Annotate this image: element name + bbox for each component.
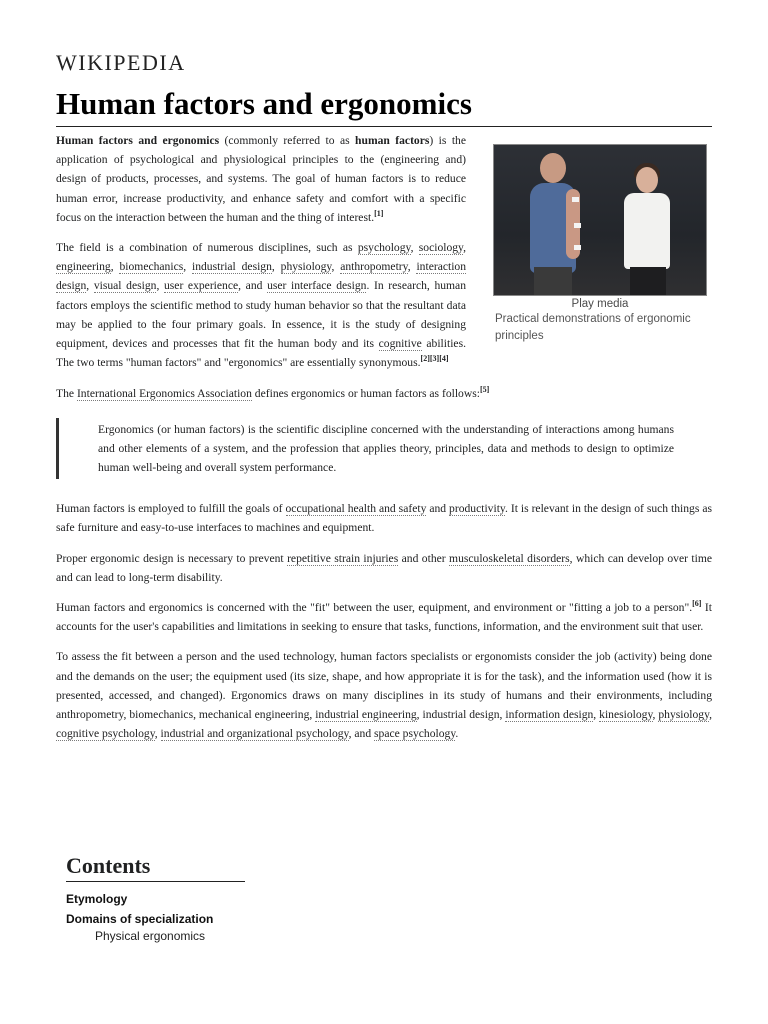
link-anthropometry[interactable]: anthropometry bbox=[340, 260, 408, 274]
text: , bbox=[86, 279, 94, 293]
link-io-psychology[interactable]: industrial and organizational psychology bbox=[160, 727, 349, 741]
paragraph bbox=[56, 598, 712, 636]
link-user-experience[interactable]: user experience bbox=[163, 279, 239, 293]
text: It accounts for the user's capabilities and limitations in seeking to ensure that tasks, functions, information, and the environment suit that user. bbox=[56, 601, 712, 634]
toc-title: Contents bbox=[66, 853, 245, 882]
person-figure bbox=[624, 193, 670, 269]
text: and bbox=[426, 502, 450, 516]
sensor-marker bbox=[574, 223, 581, 228]
text: , which can develop over time and can lead to long-term disability. bbox=[56, 551, 712, 584]
link-user-interface-design[interactable]: user interface design bbox=[267, 279, 367, 293]
sensor-marker bbox=[574, 245, 581, 250]
link-cognitive-psychology[interactable]: cognitive psychology bbox=[56, 727, 155, 741]
text: , bbox=[156, 279, 164, 293]
page-title: Human factors and ergonomics bbox=[56, 86, 712, 127]
bold-term: Human factors and ergonomics bbox=[56, 134, 220, 147]
link-visual-design[interactable]: visual design bbox=[93, 279, 157, 293]
text: , bbox=[410, 241, 419, 255]
play-media-link[interactable]: Play media bbox=[571, 298, 629, 310]
text: ) is the application of psychological and physiological principles to the (engineering and) design of products, processes, and systems. The goal of human factors is to reduce human error, increase productivity, and enhance safety and comfort with a specific focus on the interaction between the human and the thing of interest. bbox=[56, 134, 466, 224]
text: . In research, human factors employs the scientific method to study human behavior so that the resultant data may be applied to the four primary goals. In essence, it is the study of designing equipment, devices and processes that fit the human body and its bbox=[56, 279, 467, 351]
citation-link[interactable]: [2][3][4] bbox=[420, 354, 449, 364]
text: , bbox=[271, 260, 281, 274]
text: To assess the fit between a person and the used technology, human factors specialists or ergonomists consider the job (activity) being done and the demands on the user; the equipment used (its size, shape, and how appropriate it is for the task), and the information used (how it is presented, accessed, and changed). Ergonomics draws on many disciplines in its study of humans and their environments, including anthropometry, biomechanics, mechanical engineering, bbox=[56, 650, 712, 722]
paragraph bbox=[56, 384, 712, 403]
person-figure bbox=[540, 153, 566, 183]
text: , bbox=[652, 708, 659, 722]
text: , bbox=[593, 708, 600, 722]
person-figure bbox=[534, 267, 572, 296]
text: , bbox=[331, 260, 341, 274]
citation-link[interactable]: [5] bbox=[479, 385, 490, 395]
bold-term: human factors bbox=[355, 134, 430, 147]
text: Human factors is employed to fulfill the goals of bbox=[56, 502, 286, 516]
link-iea[interactable]: International Ergonomics Association bbox=[76, 387, 252, 401]
text: The field is a combination of numerous disciplines, such as bbox=[56, 241, 358, 255]
link-biomechanics[interactable]: biomechanics bbox=[119, 260, 184, 274]
paragraph bbox=[56, 647, 712, 743]
link-engineering[interactable]: engineering bbox=[56, 260, 111, 274]
toc-item-etymology[interactable]: Etymology bbox=[66, 892, 128, 906]
text: (commonly referred to as bbox=[219, 134, 356, 147]
link-interaction-design[interactable]: interaction design bbox=[56, 260, 467, 293]
link-msd[interactable]: musculoskeletal disorders bbox=[449, 551, 570, 565]
link-productivity[interactable]: productivity bbox=[449, 502, 505, 516]
wikipedia-wordmark[interactable]: WIKIPEDIA bbox=[56, 50, 186, 75]
text: , industrial design, bbox=[416, 708, 506, 722]
toc-subitem-physical-ergonomics[interactable]: Physical ergonomics bbox=[95, 929, 206, 943]
text: abilities. The two terms "human factors" and "ergonomics" are essentially synonymous. bbox=[56, 337, 466, 370]
text: Proper ergonomic design is necessary to prevent bbox=[56, 551, 288, 565]
text: , bbox=[110, 260, 120, 274]
link-physiology[interactable]: physiology bbox=[658, 708, 710, 722]
text: The bbox=[56, 387, 77, 401]
text: Human factors and ergonomics is concerned with the "fit" between the user, equipment, and environment or "fitting a job to a person". bbox=[56, 601, 693, 615]
text: , bbox=[154, 727, 161, 741]
link-space-psychology[interactable]: space psychology bbox=[374, 727, 456, 741]
text: , bbox=[183, 260, 192, 274]
video-player[interactable] bbox=[493, 144, 707, 296]
text: , bbox=[407, 260, 417, 274]
link-kinesiology[interactable]: kinesiology bbox=[599, 708, 653, 722]
quote-text: Ergonomics (or human factors) is the scientific discipline concerned with the understanding of interactions among humans and other elements of a system, and the profession that applies theory, principles, data and methods to design to optimize human well-being and overall system performance. bbox=[98, 422, 674, 475]
person-figure bbox=[630, 267, 666, 296]
paragraph bbox=[56, 499, 712, 537]
quote-block bbox=[56, 418, 712, 480]
lead-paragraph bbox=[56, 131, 466, 227]
text: . It is relevant in the design of such things as safe furniture and easy-to-use interfaces to machines and equipment. bbox=[56, 502, 712, 535]
link-information-design[interactable]: information design bbox=[505, 708, 594, 722]
sensor-marker bbox=[572, 197, 579, 202]
text: , and bbox=[348, 727, 375, 741]
link-occupational-health[interactable]: occupational health and safety bbox=[285, 502, 427, 516]
citation-link[interactable]: [1] bbox=[374, 208, 384, 218]
person-figure bbox=[636, 167, 658, 193]
text: defines ergonomics or human factors as follows: bbox=[251, 387, 480, 401]
toc-item-domains[interactable]: Domains of specialization bbox=[66, 912, 214, 926]
paragraph bbox=[56, 238, 466, 372]
figure-caption: Practical demonstrations of ergonomic principles bbox=[495, 313, 691, 342]
text: , bbox=[463, 241, 467, 255]
text: and other bbox=[398, 551, 450, 565]
link-industrial-design[interactable]: industrial design bbox=[191, 260, 272, 274]
media-figure bbox=[493, 144, 707, 344]
table-of-contents bbox=[66, 853, 245, 943]
link-industrial-engineering[interactable]: industrial engineering bbox=[315, 708, 417, 722]
article-body bbox=[56, 131, 712, 754]
text: . bbox=[455, 727, 459, 741]
link-psychology[interactable]: psychology bbox=[357, 241, 411, 255]
link-sociology[interactable]: sociology bbox=[418, 241, 464, 255]
citation-link[interactable]: [6] bbox=[692, 599, 702, 609]
text: , bbox=[709, 708, 713, 722]
link-rsi[interactable]: repetitive strain injuries bbox=[287, 551, 399, 565]
paragraph bbox=[56, 549, 712, 587]
text: , and bbox=[238, 279, 268, 293]
link-cognitive[interactable]: cognitive bbox=[378, 337, 422, 351]
link-physiology[interactable]: physiology bbox=[280, 260, 332, 274]
